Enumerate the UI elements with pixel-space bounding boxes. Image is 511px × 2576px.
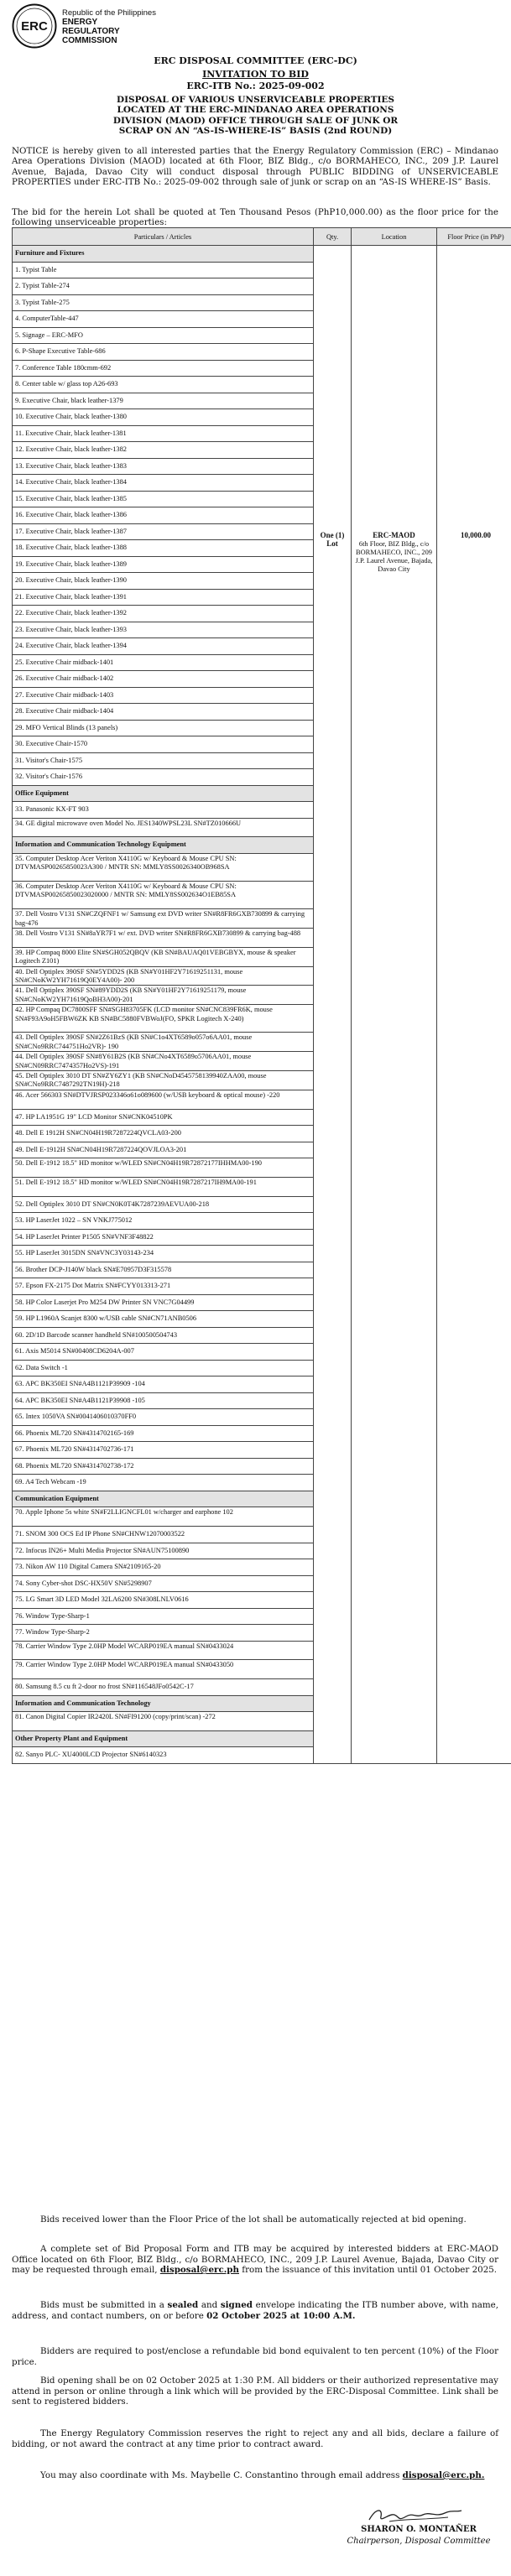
coordinate-text: You may also coordinate with Ms. Maybelle C. Constantino through email address: [40, 2470, 400, 2480]
location-cell: [352, 246, 437, 1764]
qty-cell: [314, 246, 352, 1764]
signatory-name: SHARON O. MONTAÑER: [361, 2525, 477, 2534]
item-cell: 62. Data Switch -1: [13, 1360, 314, 1376]
bid-forms-paragraph: [12, 2244, 498, 2276]
header-location: Location: [352, 228, 437, 246]
reject-text: Bids received lower than the Floor Price of the lot shall be automatically rejected at bid opening.: [40, 2214, 467, 2225]
item-cell: 3. Typist Table-275: [13, 294, 314, 311]
item-cell: 18. Executive Chair, black leather-1388: [13, 540, 314, 557]
item-cell: 35. Computer Desktop Acer Veriton X4110G w/ Keyboard & Mouse CPU SN: DTVMASP00265850023A300 / MNTR SN: MMLY8SS0026340OB968SA: [13, 853, 314, 881]
erc-logo: [12, 3, 57, 49]
item-cell: 1. Typist Table: [13, 262, 314, 278]
item-cell: 58. HP Color Laserjet Pro M254 DW Printer SN VNC7G04499: [13, 1294, 314, 1311]
item-cell: 46. Acer 566303 SN#DTVJRSP023346o61o089600 (w/USB keyboard & optical mouse) -220: [13, 1090, 314, 1109]
floor-price-cell: [437, 246, 511, 1764]
item-cell: 38. Dell Vostro V131 SN#8aYR7F1 w/ ext. DVD writer SN#R8FR6GXB730899 & carrying bag-488: [13, 928, 314, 947]
item-cell: 43. Dell Optiplex 390SF SN#2Z61BzS (KB SN#C1o4XT6589o057o6AA01, mouse SN#CNo9RRC744751Ho2VR)- 190: [13, 1033, 314, 1052]
item-cell: 30. Executive Chair-1570: [13, 736, 314, 753]
signatory-title: Chairperson, Disposal Committee: [347, 2537, 491, 2546]
section-heading: Information and Communication Technology Equipment: [13, 837, 314, 854]
item-cell: 25. Executive Chair midback-1401: [13, 654, 314, 671]
item-cell: 6. P-Shape Executive Table-686: [13, 344, 314, 361]
reserve-rights-paragraph: [12, 2428, 498, 2449]
properties-table: [12, 227, 511, 1764]
item-cell: 14. Executive Chair, black leather-1384: [13, 475, 314, 492]
item-cell: 73. Nikon AW 110 Digital Camera SN#2109165-20: [13, 1559, 314, 1576]
item-cell: 9. Executive Chair, black leather-1379: [13, 393, 314, 409]
item-cell: 31. Visitor's Chair-1575: [13, 752, 314, 769]
section-heading: Furniture and Fixtures: [13, 246, 314, 263]
item-cell: 51. Dell E-1912 18.5" HD monitor w/WLED SN#CN04H19R7287217IH9MA00-191: [13, 1177, 314, 1196]
submission-signed: signed: [220, 2300, 253, 2310]
item-cell: 32. Visitor's Chair-1576: [13, 769, 314, 786]
item-cell: 42. HP Compaq DC7800SFF SN#SGH83705FK (LCD monitor SN#CNC839FR6K, mouse SN#F93A9oH5FBW6ZK KB SN#BC5880FVBWoJ(FO, SPKR Logitech X-240): [13, 1005, 314, 1033]
submission-paragraph: [12, 2300, 498, 2321]
floor-price-value: 10,000.00: [461, 531, 491, 539]
item-cell: 26. Executive Chair midback-1402: [13, 671, 314, 688]
table-header-row: [13, 228, 511, 246]
bid-opening-text: Bid opening shall be on 02 October 2025 at 1:30 P.M. All bidders or their authorized representative may attend in person or online through a link which will be provided by the ERC-Disposal Committee. Link shall be sent to registered bidders.: [12, 2376, 498, 2407]
agency-line-2: ENERGY: [62, 18, 98, 27]
item-cell: 64. APC BK350EI SN#A4B1121P39908 -105: [13, 1392, 314, 1409]
item-cell: 7. Conference Table 180cmm-692: [13, 360, 314, 377]
item-cell: 56. Brother DCP-J140W black SN#E70957D3F315578: [13, 1262, 314, 1278]
item-cell: 57. Epson FX-2175 Dot Matrix SN#FCYY013313-271: [13, 1278, 314, 1295]
item-cell: 63. APC BK350EI SN#A4B1121P39909 -104: [13, 1376, 314, 1393]
item-cell: 20. Executive Chair, black leather-1390: [13, 573, 314, 590]
itb-reference: ERC-ITB No.: 2025-09-002: [186, 81, 325, 91]
bid-bond-paragraph: [12, 2346, 498, 2367]
submission-text-a: Bids must be submitted in a: [40, 2300, 164, 2310]
item-cell: 75. LG Smart 3D LED Model 32LA6200 SN#308LNLV0616: [13, 1592, 314, 1609]
item-cell: 71. SNOM 300 OCS Ed IP Phone SN#CHNW12070003522: [13, 1527, 314, 1543]
item-cell: 34. GE digital microwave oven Model No. JES1340WPSL23L SN#TZ010666U: [13, 818, 314, 837]
itb-heading: INVITATION TO BID: [202, 69, 309, 80]
title-line: SCRAP ON AN “AS-IS-WHERE-IS” BASIS (2nd ROUND): [118, 126, 393, 137]
item-cell: 44. Dell Optiplex 390SF SN#8Y61B2S (KB SN#CNo4XT6589o5706AA01, mouse SN#CN09RRC7474357Ho2VS)-191: [13, 1052, 314, 1071]
floor-price-paragraph: The bid for the herein Lot shall be quoted at Ten Thousand Pesos (PhP10,000.00) as the floor price for the following unserviceable properties:: [12, 207, 498, 228]
coordinate-email-link[interactable]: disposal@erc.ph.: [402, 2470, 485, 2480]
item-cell: 50. Dell E-1912 18.5" HD monitor w/WLED SN#CN04H19R72872177IHHMA00-190: [13, 1158, 314, 1178]
header-particulars: Particulars / Articles: [13, 228, 314, 246]
committee-heading: ERC DISPOSAL COMMITTEE (ERC-DC): [154, 55, 357, 66]
reserve-rights-text: The Energy Regulatory Commission reserves the right to reject any and all bids, declare a failure of bidding, or not award the contract at any time prior to contract award.: [12, 2428, 498, 2449]
header-floor-price: Floor Price (in PhP): [437, 228, 511, 246]
coordinate-paragraph: [12, 2470, 498, 2481]
item-cell: 12. Executive Chair, black leather-1382: [13, 442, 314, 459]
submission-text-c: envelope indicating the ITB number above, with name, address, and contact numbers, on or before: [12, 2300, 498, 2321]
title-line: DIVISION (MAOD) OFFICE THROUGH SALE OF JUNK OR: [112, 115, 399, 126]
item-cell: 41. Dell Optiplex 390SF SN#89YDD2S (KB SN#Y01HF2Y71619251179, mouse SN#CNoKW2YH71619QoBH3A00)-201: [13, 986, 314, 1005]
item-cell: 47. HP LA1951G 19" LCD Monitor SN#CNK04510PK: [13, 1109, 314, 1126]
section-heading: Communication Equipment: [13, 1491, 314, 1507]
agency-name: [62, 8, 180, 45]
submission-sealed: sealed: [167, 2300, 199, 2310]
header-qty: Qty.: [314, 228, 352, 246]
title-line: DISPOSAL OF VARIOUS UNSERVICEABLE PROPERTIES: [116, 95, 395, 105]
item-cell: 37. Dell Vostro V131 SN#CZQFNF1 w/ Samsung ext DVD writer SN#R8FR6GXB730899 & carrying bag-476: [13, 909, 314, 929]
item-cell: 54. HP LaserJet Printer P1505 SN#VNF3F48822: [13, 1229, 314, 1246]
item-cell: 8. Center table w/ glass top A26-693: [13, 377, 314, 393]
item-cell: 21. Executive Chair, black leather-1391: [13, 589, 314, 606]
item-cell: 82. Sanyo PLC- XU4000LCD Projector SN#6140323: [13, 1747, 314, 1764]
logo-text: ERC: [21, 19, 48, 34]
item-cell: 17. Executive Chair, black leather-1387: [13, 523, 314, 540]
item-cell: 79. Carrier Window Type 2.0HP Model WCARP019EA manual SN#0433050: [13, 1660, 314, 1679]
item-cell: 23. Executive Chair, black leather-1393: [13, 622, 314, 638]
location-name: ERC-MAOD: [373, 531, 415, 539]
qty-value: One (1) Lot: [320, 531, 345, 548]
item-cell: 15. Executive Chair, black leather-1385: [13, 491, 314, 507]
submission-text-b: and: [201, 2300, 218, 2310]
item-cell: 2. Typist Table-274: [13, 278, 314, 295]
table-body: [13, 246, 511, 1764]
item-cell: 66. Phoenix ML720 SN#4314702165-169: [13, 1425, 314, 1442]
item-cell: 60. 2D/1D Barcode scanner handheld SN#100500504743: [13, 1327, 314, 1344]
section-heading: Office Equipment: [13, 785, 314, 802]
item-cell: 40. Dell Optiplex 390SF SN#5YDD2S (KB SN#Y01HF2Y71619251131, mouse SN#CNoKW2YH71619Q0EY4A00)- 200: [13, 966, 314, 986]
section-heading: Other Property Plant and Equipment: [13, 1730, 314, 1747]
item-cell: 36. Computer Desktop Acer Veriton X4110G w/ Keyboard & Mouse CPU SN: DTVMASP00265850023020000 / MNTR SN: MMLY8SS002634O1EB85SA: [13, 881, 314, 908]
item-cell: 52. Dell Optiplex 3010 DT SN#CN0K0T4K7287239AEVUA00-218: [13, 1196, 314, 1213]
item-cell: 72. Infocus IN26+ Multi Media Projector SN#AUN75100890: [13, 1543, 314, 1559]
item-cell: 13. Executive Chair, black leather-1383: [13, 458, 314, 475]
letterhead: [12, 3, 482, 52]
document-title: [17, 95, 494, 137]
notice-paragraph: NOTICE is hereby given to all interested parties that the Energy Regulatory Commission (ERC) – Mindanao Area Operations Division (MAOD) located at 6th Floor, BIZ Bldg., c/o BORMAHECO, INC., 209 J.P. Laurel Avenue, Bajada, Davao City will conduct disposal through PUBLIC BIDDING of UNSERVICEABLE PROPERTIES under ERC-ITB No.: 2025-09-002 through sale of junk or scrap on an “AS-IS WHERE-IS” Basis.: [12, 146, 498, 187]
item-cell: 68. Phoenix ML720 SN#4314702738-172: [13, 1458, 314, 1475]
item-cell: 24. Executive Chair, black leather-1394: [13, 638, 314, 655]
item-cell: 59. HP L1960A Scanjet 8300 w/USB cable SN#CN71ANB0506: [13, 1311, 314, 1328]
reject-paragraph: [12, 2214, 498, 2225]
handwritten-signature: [364, 2505, 465, 2527]
item-cell: 49. Dell E-1912H SN#CN04H19R7287224QOVJLOA3-201: [13, 1142, 314, 1158]
item-cell: 77. Window Type-Sharp-2: [13, 1625, 314, 1642]
item-cell: 74. Sony Cyber-shot DSC-HX50V SN#5298907: [13, 1575, 314, 1592]
agency-line-1: Republic of the Philippines: [62, 8, 156, 18]
agency-line-4: COMMISSION: [62, 36, 117, 45]
item-cell: 16. Executive Chair, black leather-1386: [13, 507, 314, 524]
item-cell: 10. Executive Chair, black leather-1380: [13, 409, 314, 426]
item-cell: 45. Dell Optiplex 3010 DT SN#ZY6ZY1 (KB SN#CNoD4545758139940ZAA00, mouse SN#CNo9RRC7487292TN19H)-218: [13, 1071, 314, 1090]
item-cell: 33. Panasonic KX-FT 903: [13, 802, 314, 819]
item-cell: 69. A4 Tech Webcam -19: [13, 1475, 314, 1491]
item-cell: 28. Executive Chair midback-1404: [13, 704, 314, 721]
item-cell: 78. Carrier Window Type 2.0HP Model WCARP019EA manual SN#0433024: [13, 1641, 314, 1660]
bid-bond-text: Bidders are required to post/enclose a refundable bid bond equivalent to ten percent (10%) of the Floor price.: [12, 2346, 498, 2367]
location-address: 6th Floor, BIZ Bldg., c/o BORMAHECO, INC., 209 J.P. Laurel Avenue, Bajada, Davao City: [355, 540, 433, 573]
item-cell: 80. Samsung 8.5 cu ft 2-door no frost SN#116548JFo0542C-17: [13, 1679, 314, 1696]
item-cell: 22. Executive Chair, black leather-1392: [13, 606, 314, 622]
item-cell: 65. Intex 1050VA SN#0041406010370FF0: [13, 1409, 314, 1426]
item-cell: 27. Executive Chair midback-1403: [13, 687, 314, 704]
item-cell: 67. Phoenix ML720 SN#4314702736-171: [13, 1442, 314, 1459]
bid-opening-paragraph: [12, 2376, 498, 2407]
disposal-email-link[interactable]: disposal@erc.ph: [159, 2265, 239, 2276]
bid-forms-text: A complete set of Bid Proposal Form and ITB may be acquired by interested bidders at ERC-MAOD Office located on 6th Floor, BIZ Bldg., c/o BORMAHECO, INC., 209 J.P. Laurel Avenue, Bajada, Davao City or may be requested through email,: [12, 2244, 498, 2276]
item-cell: 39. HP Compaq 8000 Elite SN#SGH052QBQV (KB SN#BAUAQ01VEBGBYX, mouse & speaker Logitech Z101): [13, 947, 314, 966]
item-cell: 76. Window Type-Sharp-1: [13, 1608, 314, 1625]
item-cell: 61. Axis M5014 SN#00408CD6204A-007: [13, 1344, 314, 1361]
item-cell: 29. MFO Vertical Blinds (13 panels): [13, 720, 314, 736]
item-cell: 5. Signage – ERC-MFO: [13, 327, 314, 344]
submission-deadline: 02 October 2025 at 10:00 A.M.: [206, 2310, 356, 2321]
section-row: [13, 246, 511, 263]
section-heading: Information and Communication Technology: [13, 1695, 314, 1712]
item-cell: 55. HP LaserJet 3015DN SN#VNC3Y03143-234: [13, 1246, 314, 1262]
bid-forms-text-2: from the issuance of this invitation until 01 October 2025.: [242, 2265, 498, 2276]
title-line: LOCATED AT THE ERC-MINDANAO AREA OPERATIONS: [117, 105, 394, 116]
item-cell: 19. Executive Chair, black leather-1389: [13, 556, 314, 573]
item-cell: 81. Canon Digital Copier IR2420L SN#FI91200 (copy/print/scan) -272: [13, 1712, 314, 1731]
item-cell: 48. Dell E 1912H SN#CN04H19R7287224QVCLA03-200: [13, 1126, 314, 1142]
agency-line-3: REGULATORY: [62, 27, 120, 36]
item-cell: 70. Apple Iphone 5s white SN#F2LLIGNCFL01 w/charger and earphone 102: [13, 1507, 314, 1527]
item-cell: 53. HP LaserJet 1022 – SN VNKJ775012: [13, 1213, 314, 1230]
item-cell: 11. Executive Chair, black leather-1381: [13, 425, 314, 442]
item-cell: 4. ComputerTable-447: [13, 311, 314, 328]
